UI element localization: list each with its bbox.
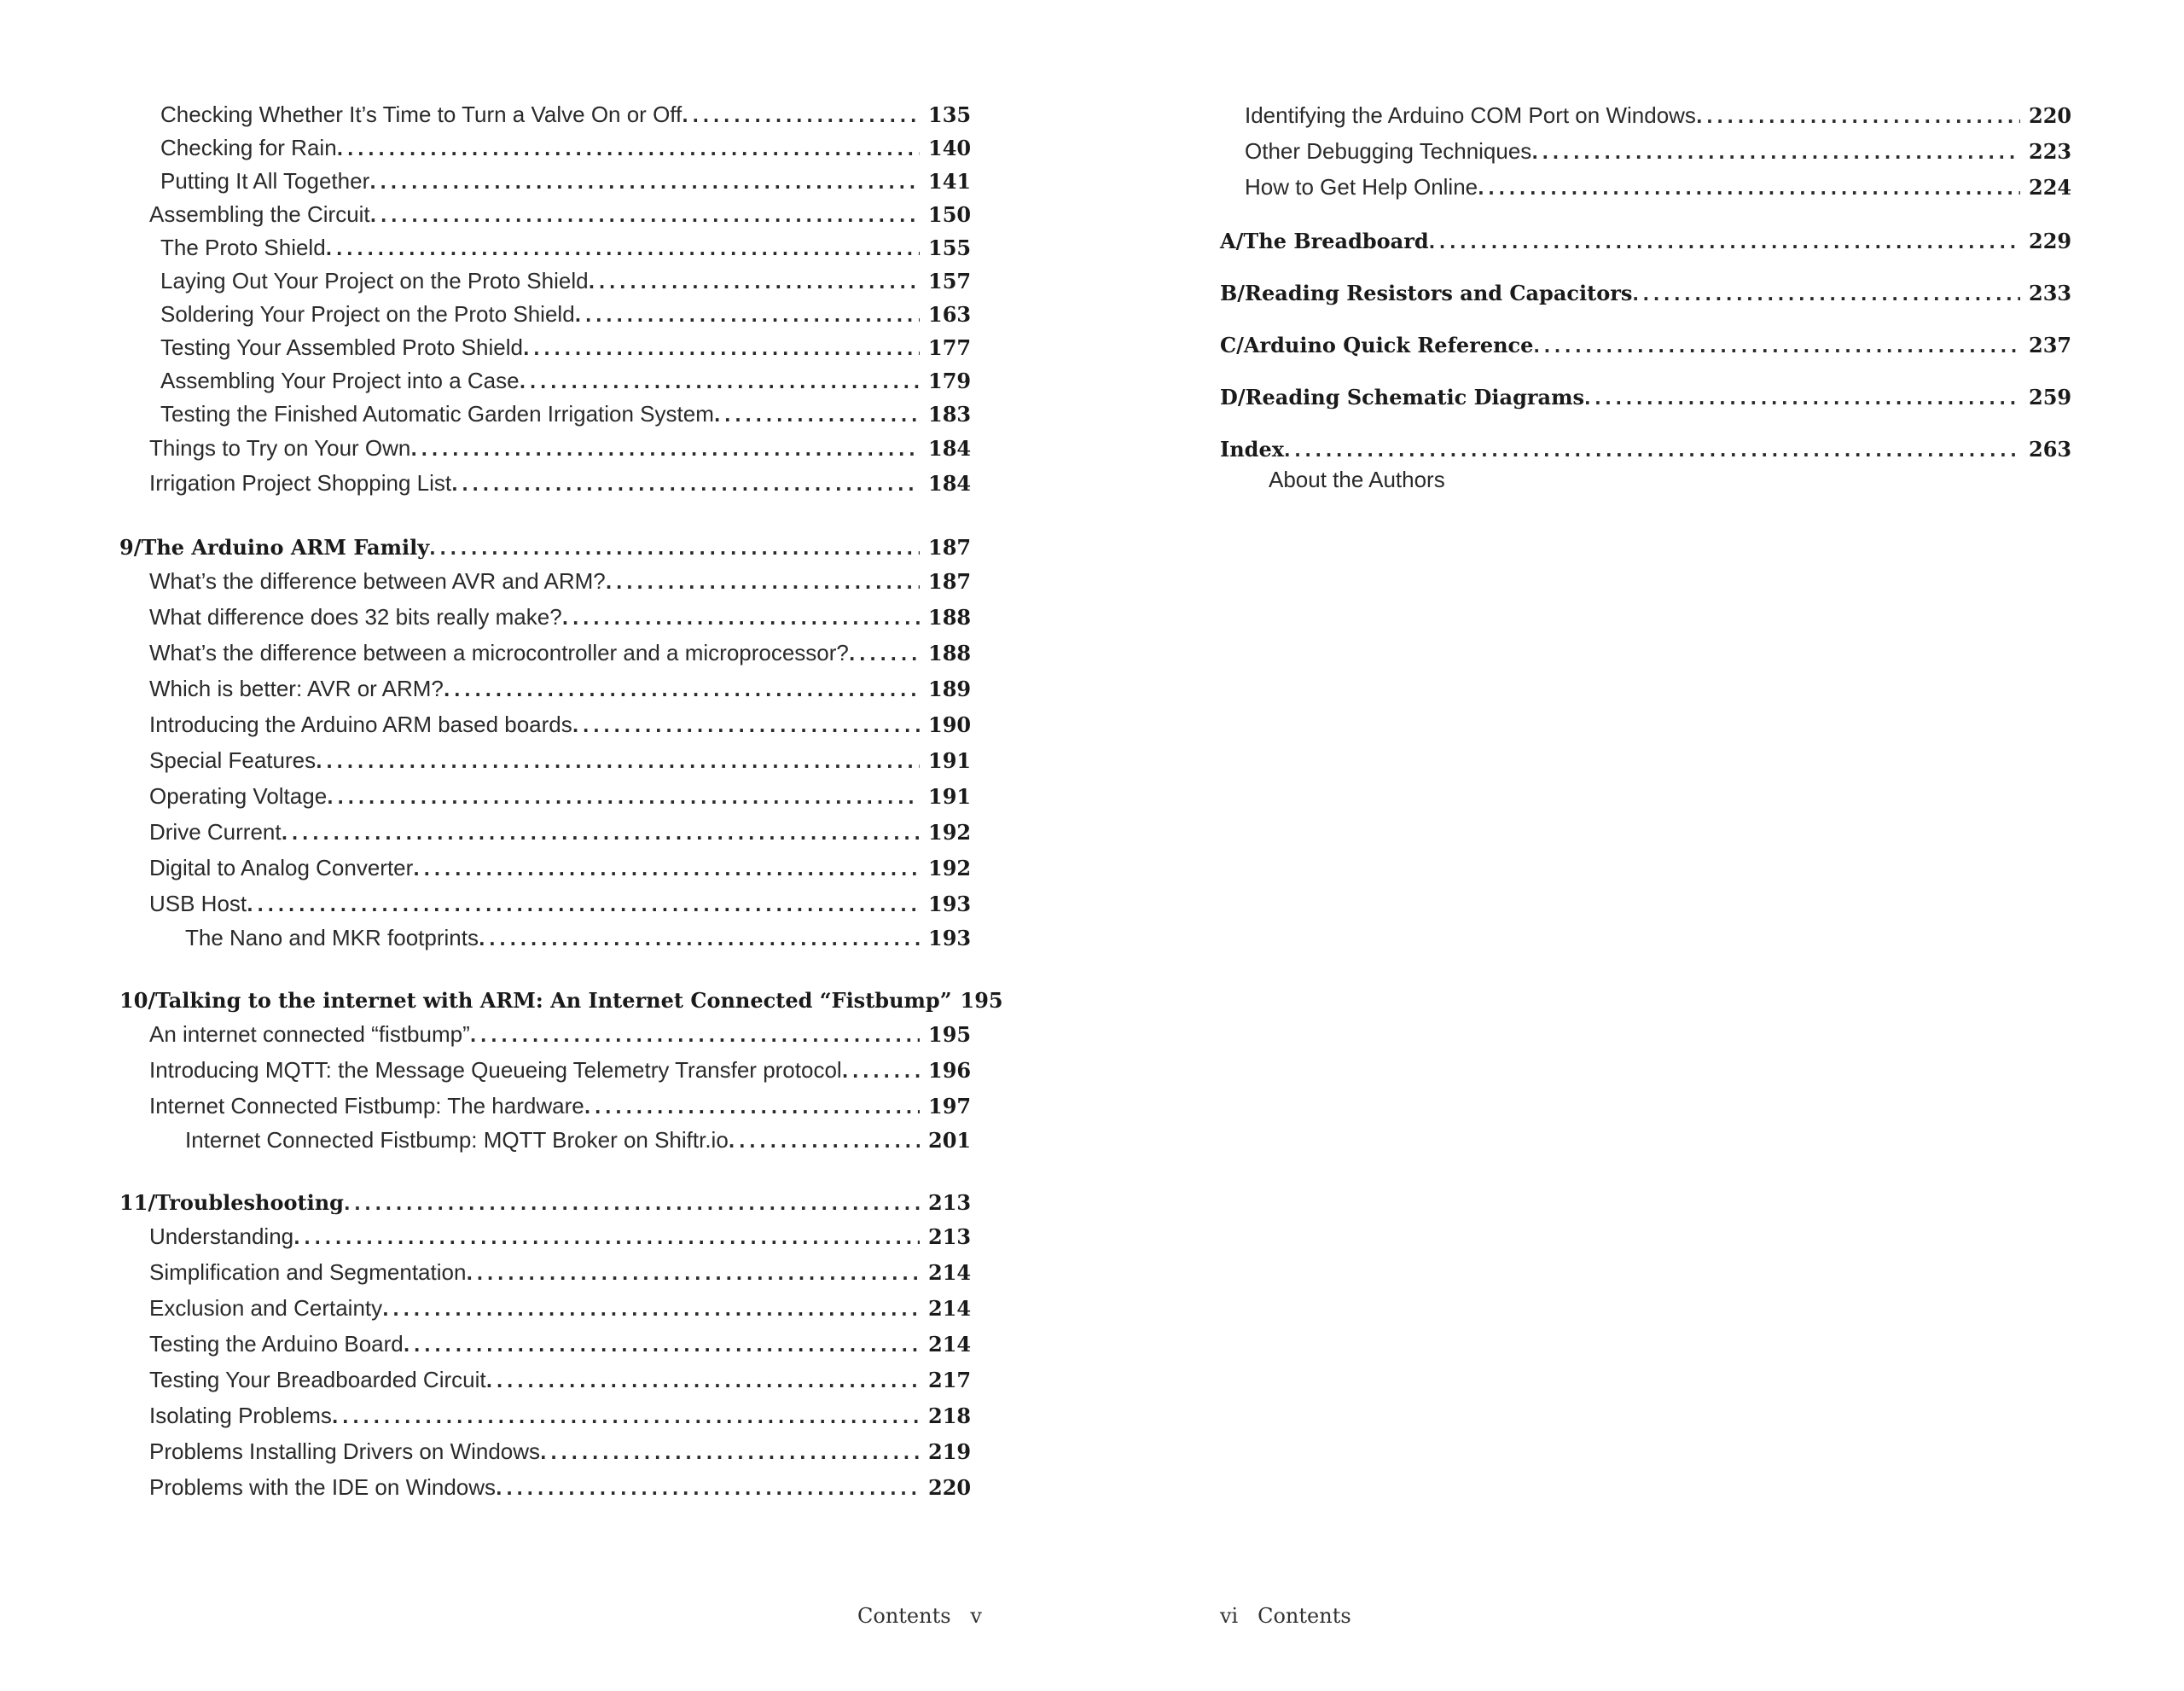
toc-entry[interactable] — [119, 1402, 973, 1431]
toc-entry-page: 219 — [928, 1439, 972, 1464]
toc-entry-title: USB Host — [149, 891, 247, 916]
toc-entry-page: 195 — [928, 1022, 972, 1047]
toc-entry-page: 191 — [928, 748, 972, 773]
dot-leader — [337, 136, 920, 163]
dot-leader — [572, 712, 920, 740]
toc-chapter-title: C/Arduino Quick Reference — [1220, 333, 1534, 357]
toc-entry-title: Digital to Analog Converter — [149, 855, 414, 880]
toc-entry-page: 213 — [928, 1190, 972, 1215]
dot-leader — [344, 1190, 920, 1217]
toc-chapter-title: 10/Talking to the internet with ARM: An Internet Connected “Fistbump” — [119, 988, 952, 1013]
toc-entry[interactable] — [119, 367, 973, 396]
toc-entry-title: How to Get Help Online — [1245, 174, 1478, 200]
toc-entry-page: 217 — [928, 1368, 972, 1392]
dot-leader — [842, 1058, 920, 1085]
toc-entry[interactable] — [119, 167, 973, 196]
toc-entry-page: 140 — [928, 136, 972, 160]
toc-entry-page: 179 — [928, 369, 972, 393]
toc-entry-page: 220 — [928, 1475, 972, 1500]
dot-leader — [413, 856, 920, 883]
dot-leader — [1531, 139, 2020, 166]
toc-entry[interactable] — [1220, 173, 2073, 202]
toc-entry-page: 233 — [2029, 281, 2072, 305]
dot-leader — [327, 784, 920, 811]
toc-entry-title: The Nano and MKR footprints — [185, 925, 479, 950]
toc-entry-page: 177 — [928, 335, 972, 360]
toc-entry-page: 189 — [928, 677, 972, 701]
toc-entry[interactable] — [119, 603, 973, 632]
dot-leader — [729, 1128, 920, 1155]
toc-entry[interactable] — [119, 818, 973, 847]
dot-leader — [589, 269, 920, 296]
dot-leader — [520, 369, 920, 396]
toc-entry-title: Things to Try on Your Own — [149, 435, 411, 461]
dot-leader — [849, 641, 920, 668]
toc-entry-page: 237 — [2029, 333, 2072, 357]
toc-entry[interactable] — [1220, 102, 2073, 131]
toc-entry[interactable] — [119, 334, 973, 363]
dot-leader — [1696, 103, 2020, 131]
toc-entry-title: Operating Voltage — [149, 783, 328, 809]
toc-chapter[interactable] — [1220, 384, 2073, 412]
toc-entry-page: 187 — [928, 569, 972, 594]
dot-leader — [470, 1022, 920, 1049]
toc-entry-title: Introducing MQTT: the Message Queueing Telemetry Transfer protocol — [149, 1057, 842, 1083]
toc-entry-title: Drive Current — [149, 819, 282, 845]
dot-leader — [1533, 333, 2020, 360]
dot-leader — [444, 677, 920, 704]
dot-leader — [369, 169, 920, 196]
dot-leader — [496, 1475, 920, 1502]
toc-entry-title: Putting It All Together — [160, 168, 370, 194]
toc-entry-title: Testing Your Assembled Proto Shield — [160, 334, 523, 360]
toc-entry-title: Which is better: AVR or ARM? — [149, 676, 444, 701]
toc-entry-page: 197 — [928, 1094, 972, 1119]
toc-entry[interactable] — [119, 1366, 973, 1395]
toc-entry[interactable] — [119, 1126, 973, 1155]
toc-entry-page: 141 — [928, 169, 972, 194]
dot-leader — [606, 569, 920, 596]
toc-entry[interactable] — [119, 101, 973, 130]
toc-entry-page: 214 — [928, 1332, 972, 1357]
toc-entry[interactable] — [119, 782, 973, 811]
toc-entry[interactable] — [119, 675, 973, 704]
toc-entry[interactable] — [119, 234, 973, 263]
toc-entry-title: Simplification and Segmentation — [149, 1259, 467, 1285]
dot-leader — [682, 102, 920, 130]
toc-chapter[interactable] — [1220, 436, 2073, 464]
dot-leader — [451, 471, 920, 498]
toc-chapter[interactable] — [119, 987, 1003, 1015]
dot-leader — [486, 1368, 920, 1395]
toc-entry-title: Checking for Rain — [160, 135, 337, 160]
toc-entry-page: 188 — [928, 605, 972, 630]
toc-entry-title: Testing the Finished Automatic Garden Irrigation System — [160, 401, 714, 427]
toc-entry[interactable] — [119, 434, 973, 463]
toc-entry-page: 163 — [928, 302, 972, 327]
toc-entry[interactable] — [119, 1020, 973, 1049]
toc-entry[interactable] — [119, 924, 973, 953]
dot-leader — [293, 1224, 920, 1252]
toc-entry[interactable] — [119, 200, 973, 230]
dot-leader — [410, 436, 920, 463]
toc-entry[interactable] — [119, 1092, 973, 1121]
toc-entry-title: Assembling Your Project into a Case — [160, 368, 520, 393]
toc-entry-page: 224 — [2029, 175, 2072, 200]
toc-entry-title: Testing the Arduino Board — [149, 1331, 404, 1357]
toc-entry-title: The Proto Shield — [160, 235, 326, 260]
dot-leader — [370, 202, 920, 230]
dot-leader — [466, 1260, 920, 1287]
toc-entry-page: 214 — [928, 1296, 972, 1321]
toc-entry-page: 188 — [928, 641, 972, 665]
toc-entry[interactable] — [119, 854, 973, 883]
toc-entry-page: 196 — [928, 1058, 972, 1083]
toc-entry-title: Problems Installing Drivers on Windows — [149, 1438, 541, 1464]
toc-entry-title: Other Debugging Techniques — [1245, 138, 1532, 164]
dot-leader — [1632, 281, 2020, 308]
toc-entry[interactable] — [119, 469, 973, 498]
toc-entry[interactable] — [119, 890, 973, 919]
toc-entry[interactable] — [119, 711, 973, 740]
toc-chapter-title: B/Reading Resistors and Capacitors — [1220, 281, 1633, 305]
toc-entry[interactable] — [119, 1438, 973, 1467]
toc-entry[interactable] — [119, 1294, 973, 1323]
toc-chapter-title: Index — [1220, 437, 1285, 462]
dot-leader — [540, 1439, 920, 1467]
toc-entry-page: 218 — [928, 1403, 972, 1428]
toc-entry-title: Internet Connected Fistbump: MQTT Broker on Shiftr.io — [185, 1127, 729, 1153]
about-the-authors[interactable]: About the Authors — [1269, 467, 1445, 492]
dot-leader — [1584, 385, 2020, 412]
dot-leader — [1284, 437, 2020, 464]
toc-entry[interactable] — [119, 400, 973, 429]
dot-leader — [282, 820, 920, 847]
toc-entry-page: 193 — [928, 926, 972, 950]
toc-entry-page: 229 — [2029, 229, 2072, 253]
toc-entry[interactable] — [119, 1258, 973, 1287]
toc-entry[interactable] — [119, 300, 973, 329]
toc-entry-page: 193 — [928, 892, 972, 916]
dot-leader — [247, 892, 920, 919]
toc-entry-title: Isolating Problems — [149, 1403, 332, 1428]
toc-entry-page: 214 — [928, 1260, 972, 1285]
toc-entry[interactable] — [119, 567, 973, 596]
toc-entry-page: 201 — [928, 1128, 972, 1153]
toc-entry[interactable] — [119, 747, 973, 776]
toc-entry-page: 195 — [960, 988, 1003, 1013]
toc-chapter[interactable] — [1220, 332, 2073, 360]
toc-entry-title: Introducing the Arduino ARM based boards — [149, 712, 572, 737]
toc-entry-title: Exclusion and Certainty — [149, 1295, 383, 1321]
toc-entry-page: 192 — [928, 856, 972, 880]
toc-entry-page: 187 — [928, 535, 972, 560]
toc-entry[interactable] — [119, 1330, 973, 1359]
dot-leader — [382, 1296, 920, 1323]
toc-chapter[interactable] — [1220, 280, 2073, 308]
toc-entry-title: An internet connected “fistbump” — [149, 1021, 470, 1047]
dot-leader — [479, 926, 920, 953]
toc-entry-page: 150 — [928, 202, 972, 227]
toc-entry-title: What’s the difference between AVR and ARM? — [149, 568, 606, 594]
toc-entry-title: Irrigation Project Shopping List — [149, 470, 452, 496]
toc-entry-page: 213 — [928, 1224, 972, 1249]
toc-entry-page: 183 — [928, 402, 972, 427]
toc-entry-title: Internet Connected Fistbump: The hardware — [149, 1093, 584, 1119]
toc-chapter-title: D/Reading Schematic Diagrams — [1220, 385, 1584, 410]
toc-entry[interactable] — [119, 639, 973, 668]
toc-entry-title: Special Features — [149, 747, 317, 773]
toc-entry-page: 220 — [2029, 103, 2072, 128]
dot-leader — [326, 235, 920, 263]
toc-entry-page: 157 — [928, 269, 972, 293]
toc-entry-title: Identifying the Arduino COM Port on Windows — [1245, 102, 1696, 128]
toc-chapter-title: A/The Breadboard — [1220, 229, 1429, 253]
toc-entry-title: What’s the difference between a microcontroller and a microprocessor? — [149, 640, 849, 665]
toc-entry-title: Laying Out Your Project on the Proto Shield — [160, 268, 589, 293]
toc-entry-title: Problems with the IDE on Windows — [149, 1474, 497, 1500]
toc-entry[interactable] — [1220, 137, 2073, 166]
toc-entry-page: 190 — [928, 712, 972, 737]
toc-chapter-title: 11/Troubleshooting — [119, 1190, 344, 1215]
toc-entry-page: 223 — [2029, 139, 2072, 164]
dot-leader — [523, 335, 920, 363]
toc-entry-page: 263 — [2029, 437, 2072, 462]
toc-entry-page: 184 — [928, 436, 972, 461]
toc-entry[interactable] — [119, 1056, 973, 1085]
toc-chapter[interactable] — [119, 1189, 973, 1217]
page-footer-left: Contents v — [857, 1604, 982, 1628]
toc-entry[interactable] — [119, 1223, 973, 1252]
toc-entry-title: Assembling the Circuit — [149, 201, 370, 227]
toc-chapter-title: 9/The Arduino ARM Family — [119, 535, 430, 560]
toc-entry-page: 259 — [2029, 385, 2072, 410]
toc-entry[interactable] — [119, 267, 973, 296]
dot-leader — [714, 402, 920, 429]
dot-leader — [404, 1332, 920, 1359]
toc-chapter[interactable] — [1220, 228, 2073, 256]
toc-entry-page: 155 — [928, 235, 972, 260]
dot-leader — [584, 1094, 920, 1121]
dot-leader — [562, 605, 920, 632]
dot-leader — [1478, 175, 2020, 202]
dot-leader — [575, 302, 920, 329]
dot-leader — [332, 1403, 920, 1431]
toc-entry-title: Understanding — [149, 1223, 294, 1249]
toc-entry-title: Testing Your Breadboarded Circuit — [149, 1367, 486, 1392]
toc-entry-page: 191 — [928, 784, 972, 809]
toc-entry-title: What difference does 32 bits really make? — [149, 604, 562, 630]
page-footer-right: vi Contents — [1220, 1604, 1351, 1628]
toc-entry-page: 184 — [928, 471, 972, 496]
dot-leader — [316, 748, 920, 776]
dot-leader — [429, 535, 920, 562]
toc-chapter[interactable] — [119, 534, 973, 562]
dot-leader — [1429, 229, 2020, 256]
toc-entry-page: 135 — [928, 102, 972, 127]
toc-entry[interactable] — [119, 1473, 973, 1502]
toc-entry-title: Soldering Your Project on the Proto Shield — [160, 301, 575, 327]
toc-entry-page: 192 — [928, 820, 972, 845]
toc-entry-title: Checking Whether It’s Time to Turn a Valve On or Off — [160, 102, 682, 127]
toc-entry[interactable] — [119, 134, 973, 163]
